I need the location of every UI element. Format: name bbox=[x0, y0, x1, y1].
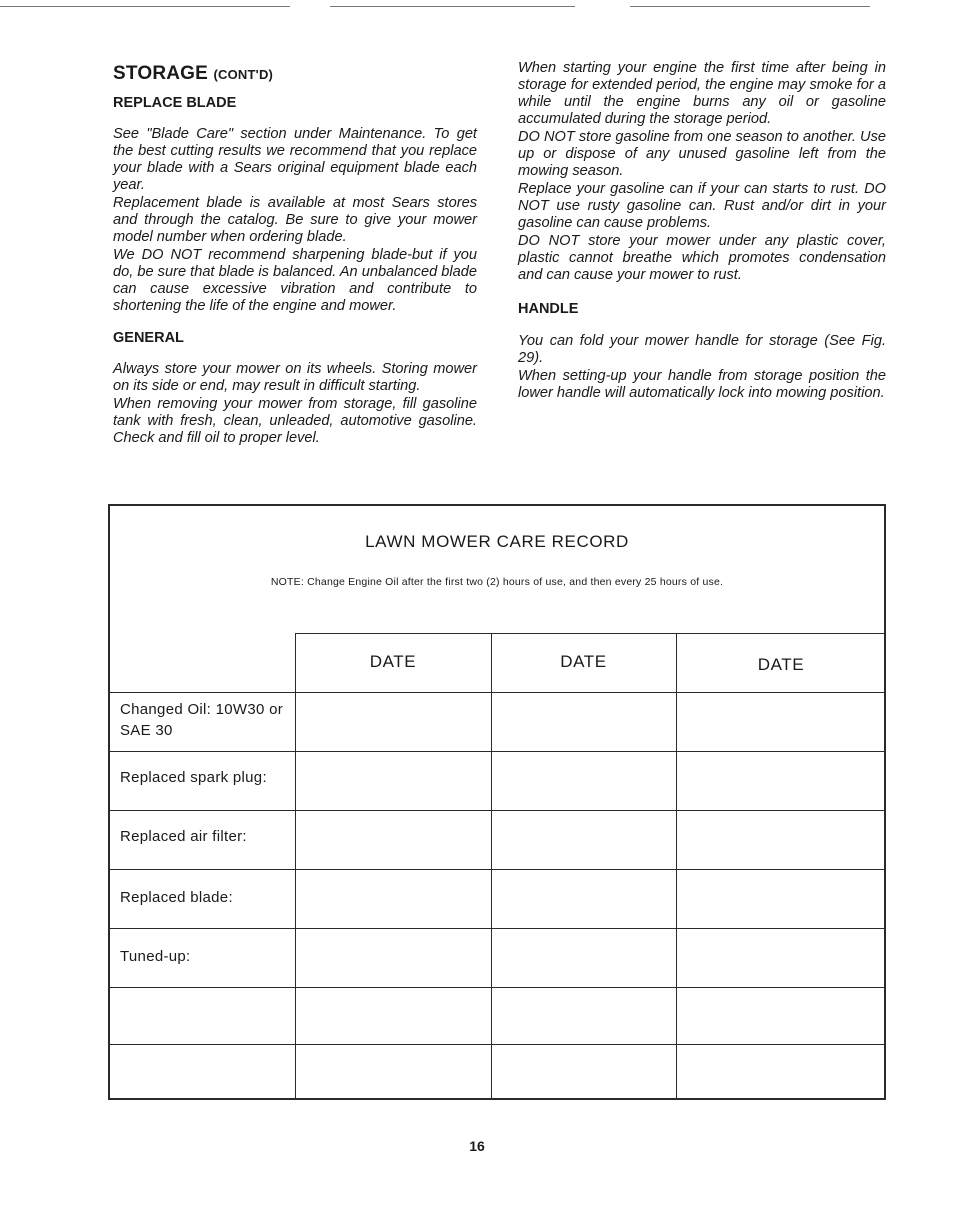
row-label-air-filter: Replaced air filter: bbox=[120, 828, 247, 845]
general-paragraph: Always store your mower on its wheels. Storing mower on its side or end, may result in difficult starting. bbox=[113, 361, 477, 394]
row-line bbox=[110, 810, 884, 811]
row-line bbox=[110, 751, 884, 752]
header-top-line bbox=[295, 633, 884, 634]
storage-paragraph: Replace your gasoline can if your can starts to rust. DO NOT use rusty gasoline can. Rust and/or dirt in your gasoline can cause problems. bbox=[518, 181, 886, 231]
date-header: DATE bbox=[757, 655, 805, 674]
storage-paragraph: When starting your engine the first time after being in storage for extended period, the engine may smoke for a while until the engine burns any oil or gasoline accumulated during the storage period. bbox=[518, 60, 886, 127]
handle-paragraph: You can fold your mower handle for storage (See Fig. 29). bbox=[518, 333, 886, 366]
row-line bbox=[110, 692, 884, 693]
left-column bbox=[113, 60, 477, 448]
row-label-tuned-up: Tuned-up: bbox=[120, 948, 191, 965]
top-rule-2 bbox=[330, 6, 575, 7]
row-label-blade: Replaced blade: bbox=[120, 889, 233, 906]
replace-blade-heading: REPLACE BLADE bbox=[113, 95, 237, 111]
handle-paragraph: When setting-up your handle from storage position the lower handle will automatically lock into mowing position. bbox=[518, 368, 886, 401]
general-heading: GENERAL bbox=[113, 330, 184, 346]
care-record-note: NOTE: Change Engine Oil after the first two (2) hours of use, and then every 25 hours of use. bbox=[270, 576, 724, 588]
replace-blade-paragraph: We DO NOT recommend sharpening blade-but if you do, be sure that blade is balanced. An unbalanced blade can cause excessive vibration and contribute to shortening the life of the engine and mower. bbox=[113, 247, 477, 314]
row-label-spark-plug: Replaced spark plug: bbox=[120, 769, 267, 786]
right-column bbox=[518, 60, 886, 403]
handle-heading: HANDLE bbox=[518, 301, 579, 317]
column-line bbox=[676, 633, 677, 1098]
storage-paragraph: DO NOT store your mower under any plastic cover, plastic cannot breathe which promotes condensation and can cause your mower to rust. bbox=[518, 233, 886, 283]
replace-blade-paragraph: Replacement blade is available at most Sears stores and through the catalog. Be sure to give your mower model number when ordering blade. bbox=[113, 195, 477, 245]
row-line bbox=[110, 1044, 884, 1045]
top-rule-3 bbox=[630, 6, 870, 7]
section-title bbox=[113, 63, 477, 86]
row-label-changed-oil: Changed Oil: 10W30 or SAE 30 bbox=[120, 701, 284, 739]
date-header: DATE bbox=[369, 652, 417, 671]
care-record-table bbox=[108, 504, 886, 1100]
section-title-sub: (CONT'D) bbox=[213, 67, 274, 82]
general-paragraph: When removing your mower from storage, fill gasoline tank with fresh, clean, unleaded, automotive gasoline. Check and fill oil to proper level. bbox=[113, 396, 477, 446]
section-title-main: STORAGE bbox=[113, 63, 209, 84]
column-line bbox=[295, 633, 296, 1098]
replace-blade-paragraph: See "Blade Care" section under Maintenance. To get the best cutting results we recommend that you replace your blade with a Sears original equipment blade each year. bbox=[113, 126, 477, 193]
care-record-title: LAWN MOWER CARE RECORD bbox=[365, 532, 629, 551]
top-rule-1 bbox=[0, 6, 290, 7]
row-line bbox=[110, 869, 884, 870]
column-line bbox=[491, 633, 492, 1098]
date-header: DATE bbox=[560, 652, 607, 671]
row-line bbox=[110, 928, 884, 929]
row-line bbox=[110, 987, 884, 988]
storage-paragraph: DO NOT store gasoline from one season to another. Use up or dispose of any unused gasoline left from the mowing season. bbox=[518, 129, 886, 179]
page-number: 16 bbox=[469, 1138, 485, 1154]
